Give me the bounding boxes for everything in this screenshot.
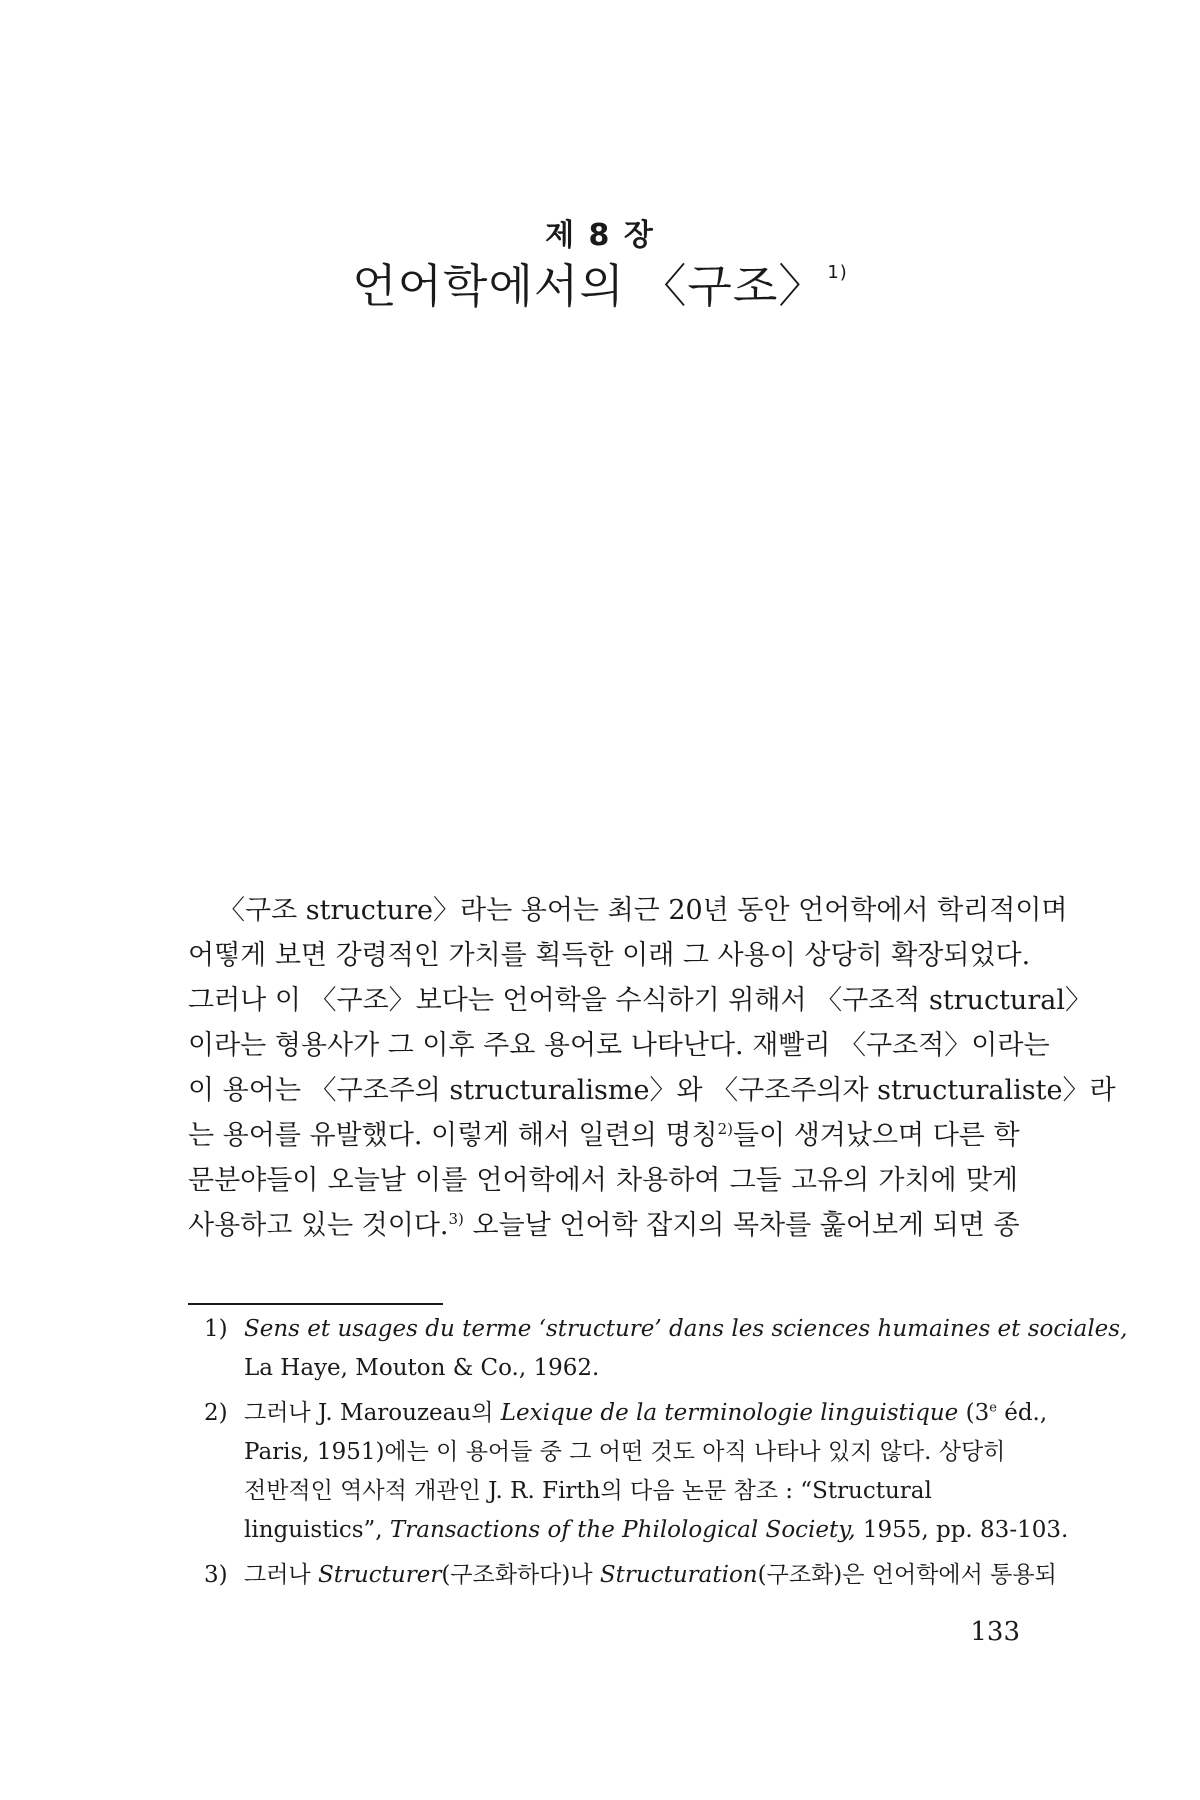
footnote-text: éd., [996,1400,1048,1426]
footnotes [204,1310,1128,1601]
footnote-3 [204,1556,1057,1595]
body-line-part: 는 용어를 유발했다. 이렇게 해서 일련의 명칭 [188,1120,718,1151]
footnote-text: (구조화)은 언어학에서 통용되 [757,1562,1057,1588]
footnote-divider [188,1303,443,1305]
body-line: 이라는 형용사가 그 이후 주요 용어로 나타난다. 재빨리 〈구조적〉이라는 [188,1030,1050,1061]
footnote-italic: Structurer [317,1562,442,1588]
footnote-line [204,1394,1048,1433]
footnote-line [204,1310,1128,1349]
footnote-text: 그러나 J. Marouzeau의 [244,1400,501,1426]
footnote-line [204,1556,1057,1595]
footnote-italic: Structuration [599,1562,758,1588]
chapter-title [0,250,1200,316]
footnote-italic: Lexique de la terminologie linguistique [500,1400,959,1426]
footnote-1 [204,1310,1128,1388]
footnote-text: 그러나 [244,1562,318,1588]
chapter-title-text: 언어학에서의 〈구조〉 [352,259,826,313]
footnote-number: 1) [204,1316,228,1342]
body-line: 이 용어는 〈구조주의 structuralisme〉와 〈구조주의자 structuraliste〉라 [188,1075,1116,1106]
footnote-line: Paris, 1951)에는 이 용어들 중 그 어떤 것도 아직 나타나 있지 않다. 상당히 [244,1439,1006,1465]
body-line-part: 사용하고 있는 것이다. [188,1210,449,1241]
body-line: 〈구조 structure〉라는 용어는 최근 20년 동안 언어학에서 학리적이며 [218,895,1068,926]
body-line: 문분야들이 오늘날 이를 언어학에서 차용하여 그들 고유의 가치에 맞게 [188,1165,1018,1196]
footnote-number: 2) [204,1400,228,1426]
footnote-text: (구조화하다)나 [441,1562,600,1588]
footnote-text: linguistics”, [244,1517,390,1543]
footnote-line: 전반적인 역사적 개관인 J. R. Firth의 다음 논문 참조 : “Structural [244,1478,932,1504]
chapter-title-note-ref: 1) [827,261,848,283]
chapter-number: 제 8 장 [545,218,655,253]
footnote-2 [204,1394,1069,1550]
body-line-part: 들이 생겨났으며 다른 학 [732,1120,1020,1151]
page-number: 133 [970,1617,1020,1647]
body-paragraph [188,888,1116,1248]
note-ref: 3) [448,1210,464,1228]
body-line: 어떻게 보면 강령적인 가치를 획득한 이래 그 사용이 상당히 확장되었다. [188,940,1031,971]
body-line-part: 오늘날 언어학 잡지의 목차를 훑어보게 되면 종 [463,1210,1020,1241]
footnote-italic: Sens et usages du terme ‘structure’ dans les sciences humaines et sociales, [244,1316,1128,1342]
body-line [188,1113,1018,1158]
footnote-line: La Haye, Mouton & Co., 1962. [244,1355,600,1381]
body-line: 그러나 이 〈구조〉보다는 언어학을 수식하기 위해서 〈구조적 structural〉 [188,985,1092,1016]
body-line [188,1203,1018,1248]
note-ref: 2) [717,1120,733,1138]
footnote-sup: e [989,1400,997,1416]
footnote-text: 1955, pp. 83-103. [855,1517,1069,1543]
footnote-line [204,1511,1069,1550]
footnote-number: 3) [204,1562,228,1588]
footnote-italic: Transactions of the Philological Society, [389,1517,856,1543]
footnote-text: (3 [958,1400,990,1426]
